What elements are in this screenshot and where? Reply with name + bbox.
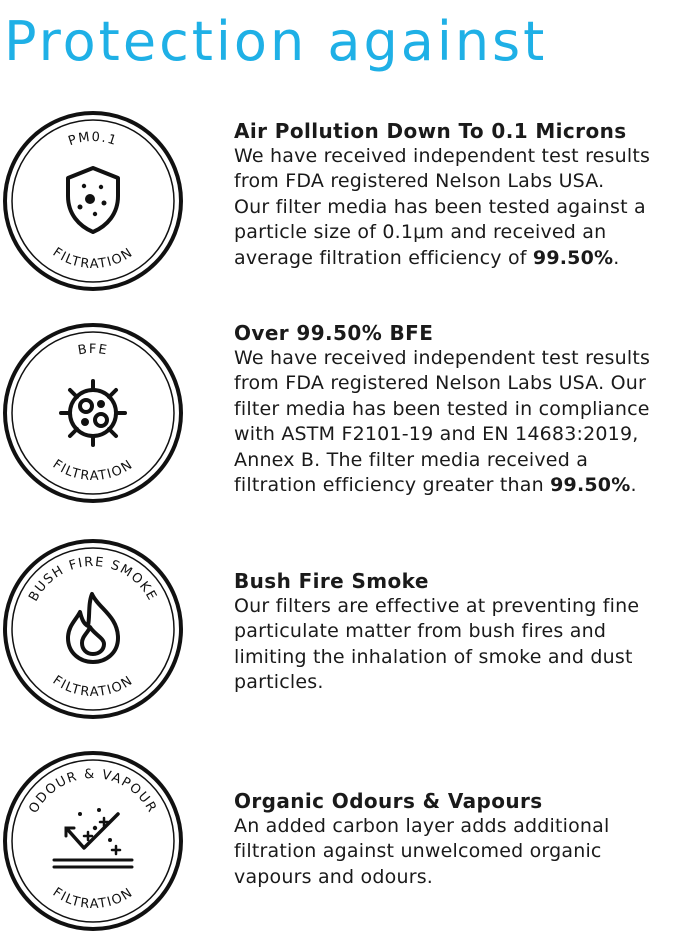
badge-top-label: BFE <box>76 341 110 359</box>
efficiency-value: 99.50% <box>550 474 631 497</box>
badge-top-label: PM0.1 <box>66 129 120 150</box>
item-organic-odours <box>234 788 684 890</box>
item-body: We have received independent test results from FDA registered Nelson Labs USA. Our filter media has been tested against a particle size of 0.1μm and received an average filtration efficiency of 99.50%. <box>234 145 651 269</box>
badge-bottom-label: FILTRATION <box>49 244 137 273</box>
item-body: We have received independent test results from FDA registered Nelson Labs USA. Our filter media has been tested in compliance with ASTM F2101-19 and EN 14683:2019, Annex B. The filter media received a filtration efficiency greater than 99.50%. <box>234 347 651 497</box>
item-bush-fire <box>234 568 684 696</box>
item-body: Our filters are effective at preventing fine particulate matter from bush fires and limiting the inhalation of smoke and dust particles. <box>234 595 640 694</box>
badge-bfe <box>0 320 186 506</box>
item-heading: Organic Odours & Vapours <box>234 789 543 813</box>
flame-icon <box>68 594 118 662</box>
badge-odour-vapour <box>0 748 186 934</box>
item-heading: Over 99.50% BFE <box>234 321 434 345</box>
item-heading: Air Pollution Down To 0.1 Microns <box>234 119 627 143</box>
badge-pm01 <box>0 108 186 294</box>
badge-bottom-label: FILTRATION <box>49 456 137 485</box>
item-body: An added carbon layer adds additional filtration against unwelcomed organic vapours and odours. <box>234 815 610 888</box>
shield-particles-icon <box>68 168 118 232</box>
badge-top-label: ODOUR & VAPOUR <box>26 766 160 817</box>
badge-bottom-label: FILTRATION <box>49 672 137 701</box>
odour-vapour-icon <box>54 808 132 867</box>
virus-icon <box>61 381 125 445</box>
badge-top-label: BUSH FIRE SMOKE <box>26 554 160 605</box>
efficiency-value: 99.50% <box>532 246 614 269</box>
item-air-pollution <box>234 118 684 271</box>
badge-bush-fire-smoke <box>0 536 186 722</box>
page-title: Protection against <box>4 10 548 73</box>
item-bfe <box>234 320 684 498</box>
item-heading: Bush Fire Smoke <box>234 569 429 593</box>
badge-bottom-label: FILTRATION <box>49 884 137 913</box>
